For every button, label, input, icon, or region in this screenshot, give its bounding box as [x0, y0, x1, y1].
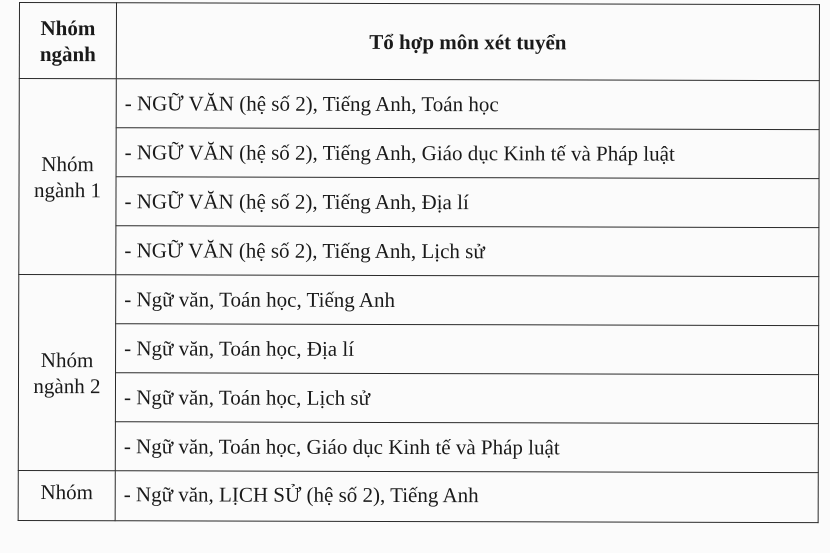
subject-combination: - NGỮ VĂN (hệ số 2), Tiếng Anh, Giáo dục Kinh tế và Pháp luật	[116, 128, 819, 179]
group-3-label-line1: Nhóm	[40, 480, 93, 505]
group-1-label-line1: Nhóm	[41, 151, 94, 176]
header-group-line1: Nhóm	[40, 15, 96, 40]
subject-combination: - Ngữ văn, LỊCH SỬ (hệ số 2), Tiếng Anh	[115, 471, 818, 523]
table-row	[19, 324, 819, 375]
group-2-label-line1: Nhóm	[40, 347, 94, 372]
header-group-cell	[19, 3, 116, 79]
header-group-line2: ngành	[39, 41, 96, 66]
group-3-label-cell	[18, 470, 115, 520]
subject-combination: - Ngữ văn, Toán học, Địa lí	[116, 324, 819, 375]
group-2-label-line2: ngành 2	[33, 373, 101, 398]
table-row	[19, 226, 819, 277]
group-1-label-line2: ngành 1	[33, 177, 102, 202]
header-subjects-cell: Tổ hợp môn xét tuyển	[116, 3, 819, 81]
table-row	[18, 421, 818, 472]
subject-combination: - Ngữ văn, Toán học, Giáo dục Kinh tế và Pháp luật	[115, 422, 818, 473]
table-row	[18, 470, 818, 522]
subject-combination-table	[18, 2, 820, 523]
subject-combination: - NGỮ VĂN (hệ số 2), Tiếng Anh, Toán học	[116, 79, 819, 130]
group-1-label-cell	[19, 79, 117, 275]
table-header-row	[19, 3, 819, 81]
group-2-label-cell	[18, 275, 116, 471]
subject-combination: - Ngữ văn, Toán học, Lịch sử	[115, 373, 818, 424]
table-row	[19, 79, 819, 130]
table-row	[19, 275, 819, 326]
table-row	[19, 128, 819, 179]
subject-combination: - NGỮ VĂN (hệ số 2), Tiếng Anh, Lịch sử	[116, 226, 819, 277]
table-row	[19, 177, 819, 228]
subject-combination: - Ngữ văn, Toán học, Tiếng Anh	[116, 275, 819, 326]
table-row	[18, 373, 818, 424]
subject-combination: - NGỮ VĂN (hệ số 2), Tiếng Anh, Địa lí	[116, 177, 819, 228]
